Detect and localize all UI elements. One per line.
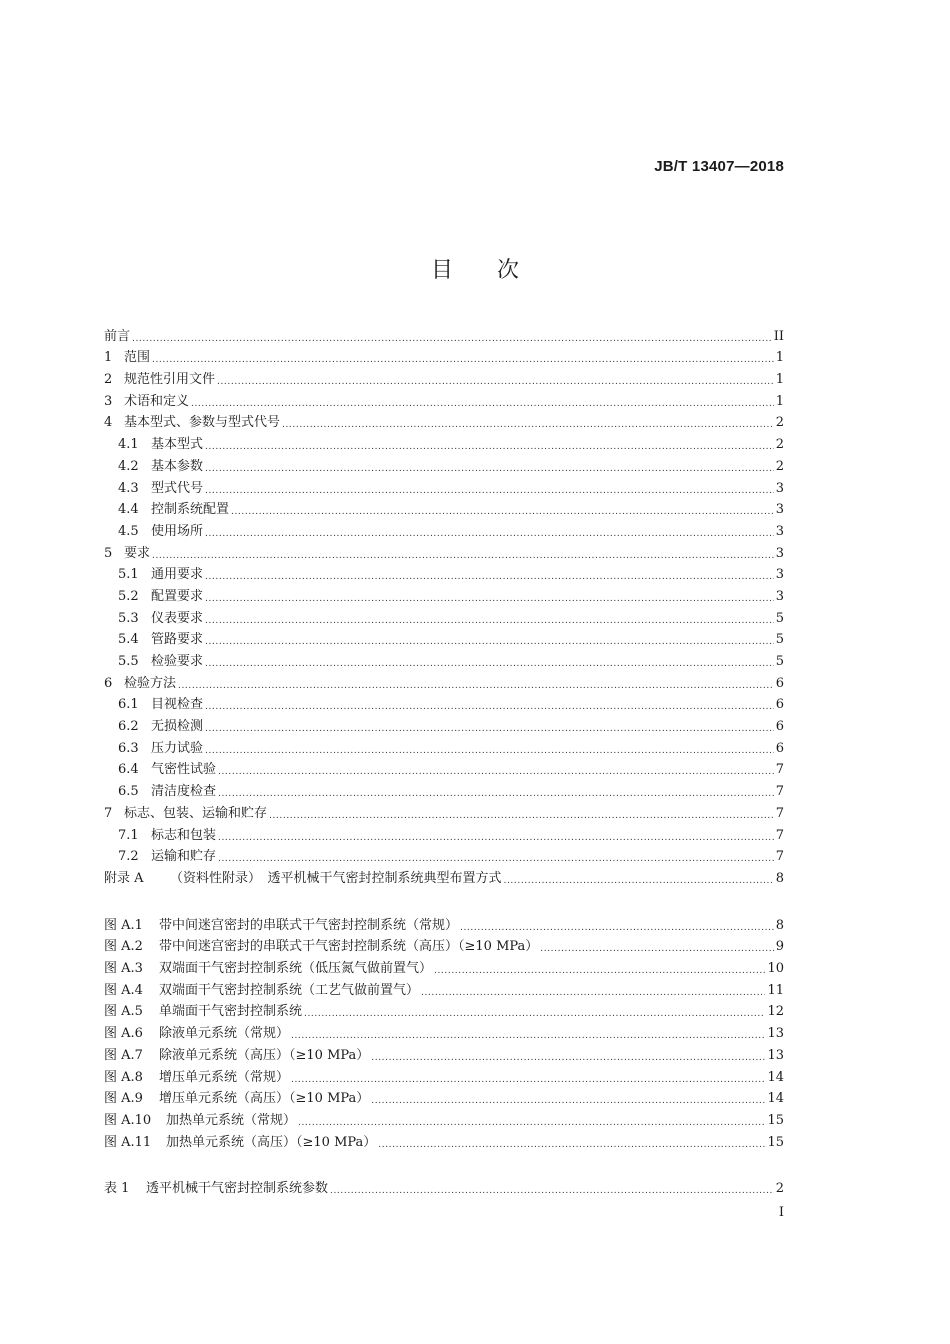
figure-entry[interactable] bbox=[104, 1129, 784, 1151]
figure-page: 10 bbox=[767, 961, 784, 977]
toc-entry-page: 3 bbox=[775, 567, 784, 583]
toc-entry-4-3[interactable] bbox=[104, 475, 784, 497]
toc-entry-label: 检验要求 bbox=[151, 654, 204, 669]
toc-entry-5-4[interactable] bbox=[104, 627, 784, 649]
toc-entry-number: 7.2 bbox=[118, 849, 139, 865]
figure-page: 14 bbox=[767, 1069, 784, 1085]
toc-entry-label: 范围 bbox=[124, 350, 151, 366]
toc-entry-foreword[interactable] bbox=[104, 323, 784, 345]
toc-entry-number: 4.4 bbox=[118, 502, 139, 518]
figure-list bbox=[104, 912, 784, 1151]
figure-page: 11 bbox=[767, 982, 784, 998]
figure-label: 带中间迷宫密封的串联式干气密封控制系统（常规） bbox=[159, 917, 459, 933]
toc-entry-number: 附录 A bbox=[104, 870, 144, 886]
figure-label: 双端面干气密封控制系统（低压氮气做前置气） bbox=[159, 961, 433, 977]
dot-leader bbox=[205, 615, 774, 627]
figure-number: 图 A.1 bbox=[104, 917, 143, 933]
toc-entry-page: 2 bbox=[775, 437, 784, 453]
figure-label: 增压单元系统（常规） bbox=[159, 1069, 290, 1085]
figure-page: 9 bbox=[775, 939, 784, 955]
figure-entry[interactable] bbox=[104, 1107, 784, 1129]
toc-entry-label: 规范性引用文件 bbox=[124, 372, 216, 388]
toc-entry-label: 基本型式、参数与型式代号 bbox=[124, 415, 281, 431]
toc-entry-page: 2 bbox=[775, 458, 784, 474]
toc-entry-6-2[interactable] bbox=[104, 713, 784, 735]
toc-entry-label: 术语和定义 bbox=[124, 393, 190, 409]
dot-leader bbox=[304, 1008, 765, 1020]
figure-entry[interactable] bbox=[104, 912, 784, 934]
figure-number: 图 A.8 bbox=[104, 1069, 143, 1085]
toc-entry-number: 6 bbox=[104, 675, 113, 691]
figure-page: 15 bbox=[767, 1112, 784, 1128]
figure-number: 图 A.9 bbox=[104, 1091, 143, 1107]
figure-entry[interactable] bbox=[104, 955, 784, 977]
toc-entry-label: （资料性附录） 透平机械干气密封控制系统典型布置方式 bbox=[170, 870, 502, 886]
toc-entry-page: 5 bbox=[775, 610, 784, 626]
toc-entry-page: 5 bbox=[775, 654, 784, 669]
figure-number: 图 A.2 bbox=[104, 939, 143, 955]
dot-leader bbox=[291, 1074, 765, 1086]
toc-entry-7-2[interactable] bbox=[104, 844, 784, 866]
toc-entry-7-1[interactable] bbox=[104, 822, 784, 844]
toc-entry-number: 7 bbox=[104, 805, 113, 821]
dot-leader bbox=[205, 701, 774, 713]
toc-entry-3[interactable] bbox=[104, 388, 784, 410]
toc-entry-number: 5.5 bbox=[118, 654, 139, 669]
table-number: 表 1 bbox=[104, 1180, 130, 1196]
figure-page: 12 bbox=[767, 1004, 784, 1020]
dot-leader bbox=[205, 571, 774, 583]
toc-entry-page: 2 bbox=[775, 415, 784, 431]
dot-leader bbox=[434, 965, 765, 977]
toc-entry-label: 标志和包装 bbox=[151, 827, 217, 843]
toc-entry-page: 6 bbox=[775, 719, 784, 735]
toc-entry-page: 1 bbox=[775, 350, 784, 366]
toc-entry-page: 8 bbox=[775, 870, 784, 886]
toc-entry-label: 气密性试验 bbox=[151, 762, 217, 778]
toc-entry-label: 控制系统配置 bbox=[151, 502, 230, 518]
dot-leader bbox=[205, 441, 774, 453]
dot-leader bbox=[378, 1139, 765, 1151]
dot-leader bbox=[205, 636, 774, 648]
figure-number: 图 A.7 bbox=[104, 1047, 143, 1063]
toc-entry-page: 6 bbox=[775, 740, 784, 756]
figure-number: 图 A.6 bbox=[104, 1026, 143, 1042]
dot-leader bbox=[371, 1095, 765, 1107]
toc-entry-number: 5.3 bbox=[118, 610, 139, 626]
dot-leader bbox=[218, 853, 774, 865]
toc-entry-page: 3 bbox=[775, 523, 784, 539]
figure-entry[interactable] bbox=[104, 999, 784, 1021]
toc-entry-4-4[interactable] bbox=[104, 497, 784, 519]
dot-leader bbox=[231, 506, 774, 518]
toc-entry-label: 通用要求 bbox=[151, 567, 204, 583]
toc-entry-label: 运输和贮存 bbox=[151, 849, 217, 865]
figure-entry[interactable] bbox=[104, 1020, 784, 1042]
toc-entry-label: 仪表要求 bbox=[151, 610, 204, 626]
dot-leader bbox=[152, 550, 774, 562]
toc-entry-number: 6.2 bbox=[118, 719, 139, 735]
toc-entry-page: 7 bbox=[775, 762, 784, 778]
figure-page: 8 bbox=[775, 917, 784, 933]
dot-leader bbox=[504, 875, 774, 887]
figure-label: 双端面干气密封控制系统（工艺气做前置气） bbox=[159, 982, 420, 998]
dot-leader bbox=[205, 745, 774, 757]
toc-entry-number: 1 bbox=[104, 350, 113, 366]
toc-entry-page: 3 bbox=[775, 545, 784, 561]
toc-entry-label: 要求 bbox=[124, 545, 151, 561]
toc-entry-5-5[interactable] bbox=[104, 648, 784, 670]
dot-leader bbox=[460, 922, 774, 934]
toc-entry-label: 基本型式 bbox=[151, 437, 204, 453]
toc-entry-number: 5.2 bbox=[118, 588, 139, 604]
figure-label: 加热单元系统（高压）（≥10 MPa） bbox=[166, 1134, 377, 1150]
figure-entry[interactable] bbox=[104, 1064, 784, 1086]
toc-entry-6[interactable] bbox=[104, 670, 784, 692]
figure-number: 图 A.5 bbox=[104, 1004, 143, 1020]
toc-entry-label: 管路要求 bbox=[151, 632, 204, 648]
dot-leader bbox=[269, 810, 774, 822]
toc-entry-2[interactable] bbox=[104, 366, 784, 388]
table-page: 2 bbox=[775, 1180, 784, 1196]
toc-entry-page: II bbox=[773, 328, 784, 344]
toc-entry-label: 目视检查 bbox=[151, 697, 204, 713]
toc-entry-number: 6.3 bbox=[118, 740, 139, 756]
toc-entry-page: 3 bbox=[775, 480, 784, 496]
toc-entry-page: 1 bbox=[775, 372, 784, 388]
dot-leader bbox=[298, 1117, 765, 1129]
toc-entry-4-1[interactable] bbox=[104, 431, 784, 453]
toc-list bbox=[104, 323, 784, 887]
dot-leader bbox=[205, 485, 774, 497]
toc-entry-page: 6 bbox=[775, 697, 784, 713]
toc-entry-number: 4 bbox=[104, 415, 113, 431]
toc-entry-label: 配置要求 bbox=[151, 588, 204, 604]
figure-entry[interactable] bbox=[104, 1042, 784, 1064]
figure-entry[interactable] bbox=[104, 934, 784, 956]
figure-label: 加热单元系统（常规） bbox=[166, 1112, 297, 1128]
dot-leader bbox=[191, 398, 774, 410]
figure-entry[interactable] bbox=[104, 977, 784, 999]
toc-entry-6-3[interactable] bbox=[104, 735, 784, 757]
dot-leader bbox=[217, 376, 774, 388]
toc-entry-number: 5.4 bbox=[118, 632, 139, 648]
toc-entry-6-1[interactable] bbox=[104, 692, 784, 714]
toc-entry-label: 压力试验 bbox=[151, 740, 204, 756]
toc-entry-label: 基本参数 bbox=[151, 458, 204, 474]
toc-entry-number: 4.1 bbox=[118, 437, 139, 453]
figure-page: 13 bbox=[767, 1026, 784, 1042]
dot-leader bbox=[282, 419, 774, 431]
toc-entry-4-2[interactable] bbox=[104, 453, 784, 475]
toc-entry-page: 7 bbox=[775, 805, 784, 821]
dot-leader bbox=[178, 680, 774, 692]
toc-entry-5[interactable] bbox=[104, 540, 784, 562]
dot-leader bbox=[540, 943, 773, 955]
toc-entry-number: 4.5 bbox=[118, 523, 139, 539]
dot-leader bbox=[291, 1030, 765, 1042]
dot-leader bbox=[205, 528, 774, 540]
figure-label: 除液单元系统（高压）（≥10 MPa） bbox=[159, 1047, 370, 1063]
toc-entry-number: 7.1 bbox=[118, 827, 139, 843]
figure-label: 带中间迷宫密封的串联式干气密封控制系统（高压）（≥10 MPa） bbox=[159, 939, 539, 955]
toc-entry-page: 6 bbox=[775, 675, 784, 691]
dot-leader bbox=[218, 832, 774, 844]
figure-number: 图 A.11 bbox=[104, 1134, 152, 1150]
dot-leader bbox=[421, 987, 765, 999]
table-label: 透平机械干气密封控制系统参数 bbox=[146, 1180, 329, 1196]
figure-page: 15 bbox=[767, 1134, 784, 1150]
figure-label: 增压单元系统（高压）（≥10 MPa） bbox=[159, 1091, 370, 1107]
toc-entry-page: 3 bbox=[775, 502, 784, 518]
toc-entry-label: 型式代号 bbox=[151, 480, 204, 496]
toc-entry-5-1[interactable] bbox=[104, 562, 784, 584]
toc-entry-label: 清洁度检查 bbox=[151, 784, 217, 800]
toc-entry-number: 3 bbox=[104, 393, 113, 409]
dot-leader bbox=[218, 766, 774, 778]
toc-entry-5-3[interactable] bbox=[104, 605, 784, 627]
dot-leader bbox=[371, 1052, 765, 1064]
page-folio: I bbox=[778, 1205, 784, 1220]
toc-entry-page: 5 bbox=[775, 632, 784, 648]
dot-leader bbox=[218, 788, 774, 800]
toc-entry-appendix-a[interactable] bbox=[104, 865, 784, 887]
toc-entry-page: 7 bbox=[775, 849, 784, 865]
toc-entry-1[interactable] bbox=[104, 345, 784, 367]
figure-number: 图 A.3 bbox=[104, 961, 143, 977]
toc-entry-label: 标志、包装、运输和贮存 bbox=[124, 805, 268, 821]
toc-entry-number: 4.3 bbox=[118, 480, 139, 496]
figure-label: 单端面干气密封控制系统 bbox=[159, 1004, 303, 1020]
toc-entry-page: 7 bbox=[775, 827, 784, 843]
toc-entry-number: 4.2 bbox=[118, 458, 139, 474]
dot-leader bbox=[205, 463, 774, 475]
figure-number: 图 A.10 bbox=[104, 1112, 152, 1128]
toc-entry-number: 5 bbox=[104, 545, 113, 561]
figure-number: 图 A.4 bbox=[104, 982, 143, 998]
toc-entry-number: 6.4 bbox=[118, 762, 139, 778]
toc-entry-label: 前言 bbox=[104, 328, 131, 344]
toc-entry-number: 6.5 bbox=[118, 784, 139, 800]
toc-entry-label: 检验方法 bbox=[124, 675, 177, 691]
toc-entry-label: 使用场所 bbox=[151, 523, 204, 539]
figure-entry[interactable] bbox=[104, 1086, 784, 1108]
toc-entry-page: 3 bbox=[775, 588, 784, 604]
document-code: JB/T 13407—2018 bbox=[654, 158, 784, 175]
dot-leader bbox=[330, 1185, 774, 1197]
toc-entry-5-2[interactable] bbox=[104, 583, 784, 605]
dot-leader bbox=[205, 723, 774, 735]
toc-entry-number: 6.1 bbox=[118, 697, 139, 713]
toc-entry-6-4[interactable] bbox=[104, 757, 784, 779]
toc-entry-number: 5.1 bbox=[118, 567, 139, 583]
figure-page: 13 bbox=[767, 1047, 784, 1063]
toc-entry-6-5[interactable] bbox=[104, 778, 784, 800]
dot-leader bbox=[132, 333, 772, 345]
figure-page: 14 bbox=[767, 1091, 784, 1107]
toc-entry-4[interactable] bbox=[104, 410, 784, 432]
toc-entry-4-5[interactable] bbox=[104, 518, 784, 540]
table-list bbox=[104, 1175, 784, 1197]
toc-title: 目次 bbox=[430, 258, 563, 283]
figure-label: 除液单元系统（常规） bbox=[159, 1026, 290, 1042]
toc-entry-page: 7 bbox=[775, 784, 784, 800]
toc-entry-label: 无损检测 bbox=[151, 719, 204, 735]
dot-leader bbox=[205, 658, 774, 670]
dot-leader bbox=[205, 593, 774, 605]
toc-entry-page: 1 bbox=[775, 393, 784, 409]
dot-leader bbox=[152, 354, 774, 366]
toc-entry-7[interactable] bbox=[104, 800, 784, 822]
table-entry[interactable] bbox=[104, 1175, 784, 1197]
toc-entry-number: 2 bbox=[104, 372, 113, 388]
